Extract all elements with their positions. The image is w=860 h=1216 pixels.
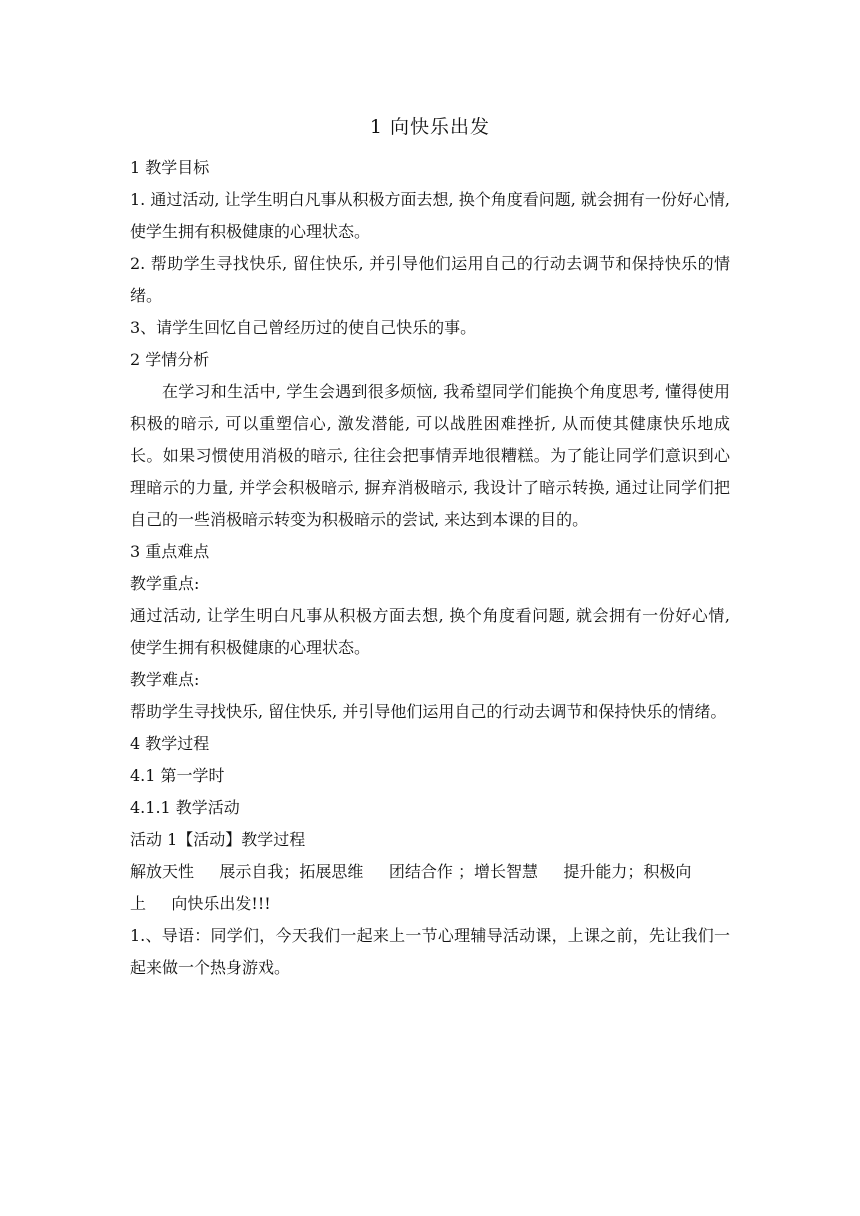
slogan-line-2: 上 向快乐出发!!! xyxy=(130,894,271,913)
key-point-label: 教学重点: xyxy=(130,574,200,593)
document-page xyxy=(130,112,730,984)
intro-paragraph: 1.、导语：同学们，今天我们一起来上一节心理辅导活动课，上课之前，先让我们一起来做一个热身游戏。 xyxy=(130,926,730,977)
analysis-paragraph: 在学习和生活中, 学生会遇到很多烦恼, 我希望同学们能换个角度思考, 懂得使用积极的暗示, 可以重塑信心, 激发潜能, 可以战胜困难挫折, 从而使其健康快乐地成长。如果习惯使用消极的暗示, 往往会把事情弄地很糟糕。为了能让同学们意识到心理暗示的力量, 并学会积极暗示, 摒弃消极暗示, 我设计了暗示转换, 通过让同学们把自己的一些消极暗示转变为积极暗示的尝试, 来达到本课的目的。 xyxy=(130,382,730,529)
objective-item-1: 1. 通过活动, 让学生明白凡事从积极方面去想, 换个角度看问题, 就会拥有一份好心情, 使学生拥有积极健康的心理状态。 xyxy=(130,190,730,241)
section-heading-analysis: 2 学情分析 xyxy=(130,350,210,369)
objective-item-3: 3、请学生回忆自己曾经历过的使自己快乐的事。 xyxy=(130,318,477,337)
slogan-line-1: 解放天性 展示自我；拓展思维 团结合作 ；增长智慧 提升能力；积极向 xyxy=(130,862,692,881)
activity-heading: 活动 1【活动】教学过程 xyxy=(130,830,306,849)
document-title: 1 向快乐出发 xyxy=(369,116,491,138)
subsection-lesson-1: 4.1 第一学时 xyxy=(130,766,225,785)
subsection-activities: 4.1.1 教学活动 xyxy=(130,798,240,817)
difficulty-label: 教学难点: xyxy=(130,670,200,689)
section-heading-objectives: 1 教学目标 xyxy=(130,158,210,177)
section-heading-process: 4 教学过程 xyxy=(130,734,210,753)
objective-item-2: 2. 帮助学生寻找快乐, 留住快乐, 并引导他们运用自己的行动去调节和保持快乐的情绪。 xyxy=(130,254,730,305)
section-heading-key-points: 3 重点难点 xyxy=(130,542,210,561)
key-point-text: 通过活动, 让学生明白凡事从积极方面去想, 换个角度看问题, 就会拥有一份好心情, 使学生拥有积极健康的心理状态。 xyxy=(130,606,730,657)
difficulty-text: 帮助学生寻找快乐, 留住快乐, 并引导他们运用自己的行动去调节和保持快乐的情绪。 xyxy=(130,702,727,721)
